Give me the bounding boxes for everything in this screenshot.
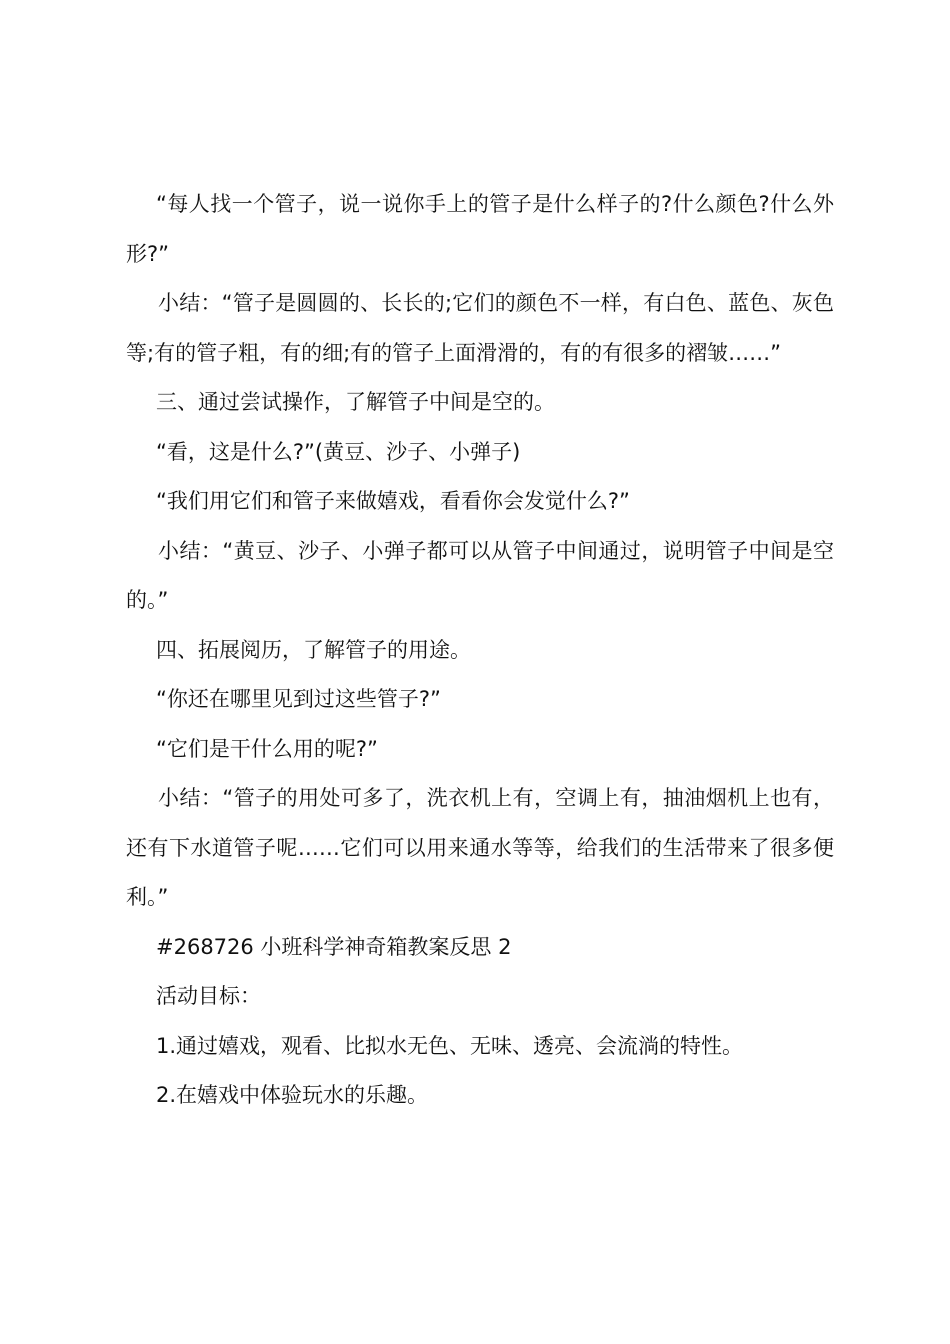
section-heading-3: 三、通过尝试操作，了解管子中间是空的。	[156, 390, 555, 414]
paragraph-summary-pipe-hollow: 小结：“黄豆、沙子、小弹子都可以从管子中间通过，说明管子中间是空的。”	[126, 538, 834, 612]
activity-goal-2: 2.在嬉戏中体验玩水的乐趣。	[156, 1083, 429, 1107]
activity-goals-heading: 活动目标：	[156, 984, 261, 1008]
paragraph-question-where-seen: “你还在哪里见到过这些管子?”	[156, 687, 441, 711]
paragraph-question-play-game: “我们用它们和管子来做嬉戏，看看你会发觉什么?”	[156, 489, 630, 513]
paragraph-summary-pipe-uses: 小结：“管子的用处可多了，洗衣机上有，空调上有，抽油烟机上也有，还有下水道管子呢……它们可以用来通水等等，给我们的生活带来了很多便利。”	[126, 786, 834, 909]
paragraph-question-what-for: “它们是干什么用的呢?”	[156, 736, 378, 761]
section-heading-4: 四、拓展阅历，了解管子的用途。	[156, 637, 471, 662]
paragraph-question-pipe-appearance: “每人找一个管子，说一说你手上的管子是什么样子的?什么颜色?什么外形?”	[126, 192, 834, 266]
document-body	[126, 180, 834, 1121]
paragraph-summary-pipe-appearance: 小结：“管子是圆圆的、长长的;它们的颜色不一样，有白色、蓝色、灰色等;有的管子粗，有的细;有的管子上面滑滑的，有的有很多的褶皱……”	[126, 291, 834, 365]
paragraph-question-what-is-this: “看，这是什么?”(黄豆、沙子、小弹子)	[156, 439, 521, 464]
lesson-title: #268726 小班科学神奇箱教案反思 2	[156, 934, 512, 959]
activity-goal-1: 1.通过嬉戏，观看、比拟水无色、无味、透亮、会流淌的特性。	[156, 1033, 744, 1058]
